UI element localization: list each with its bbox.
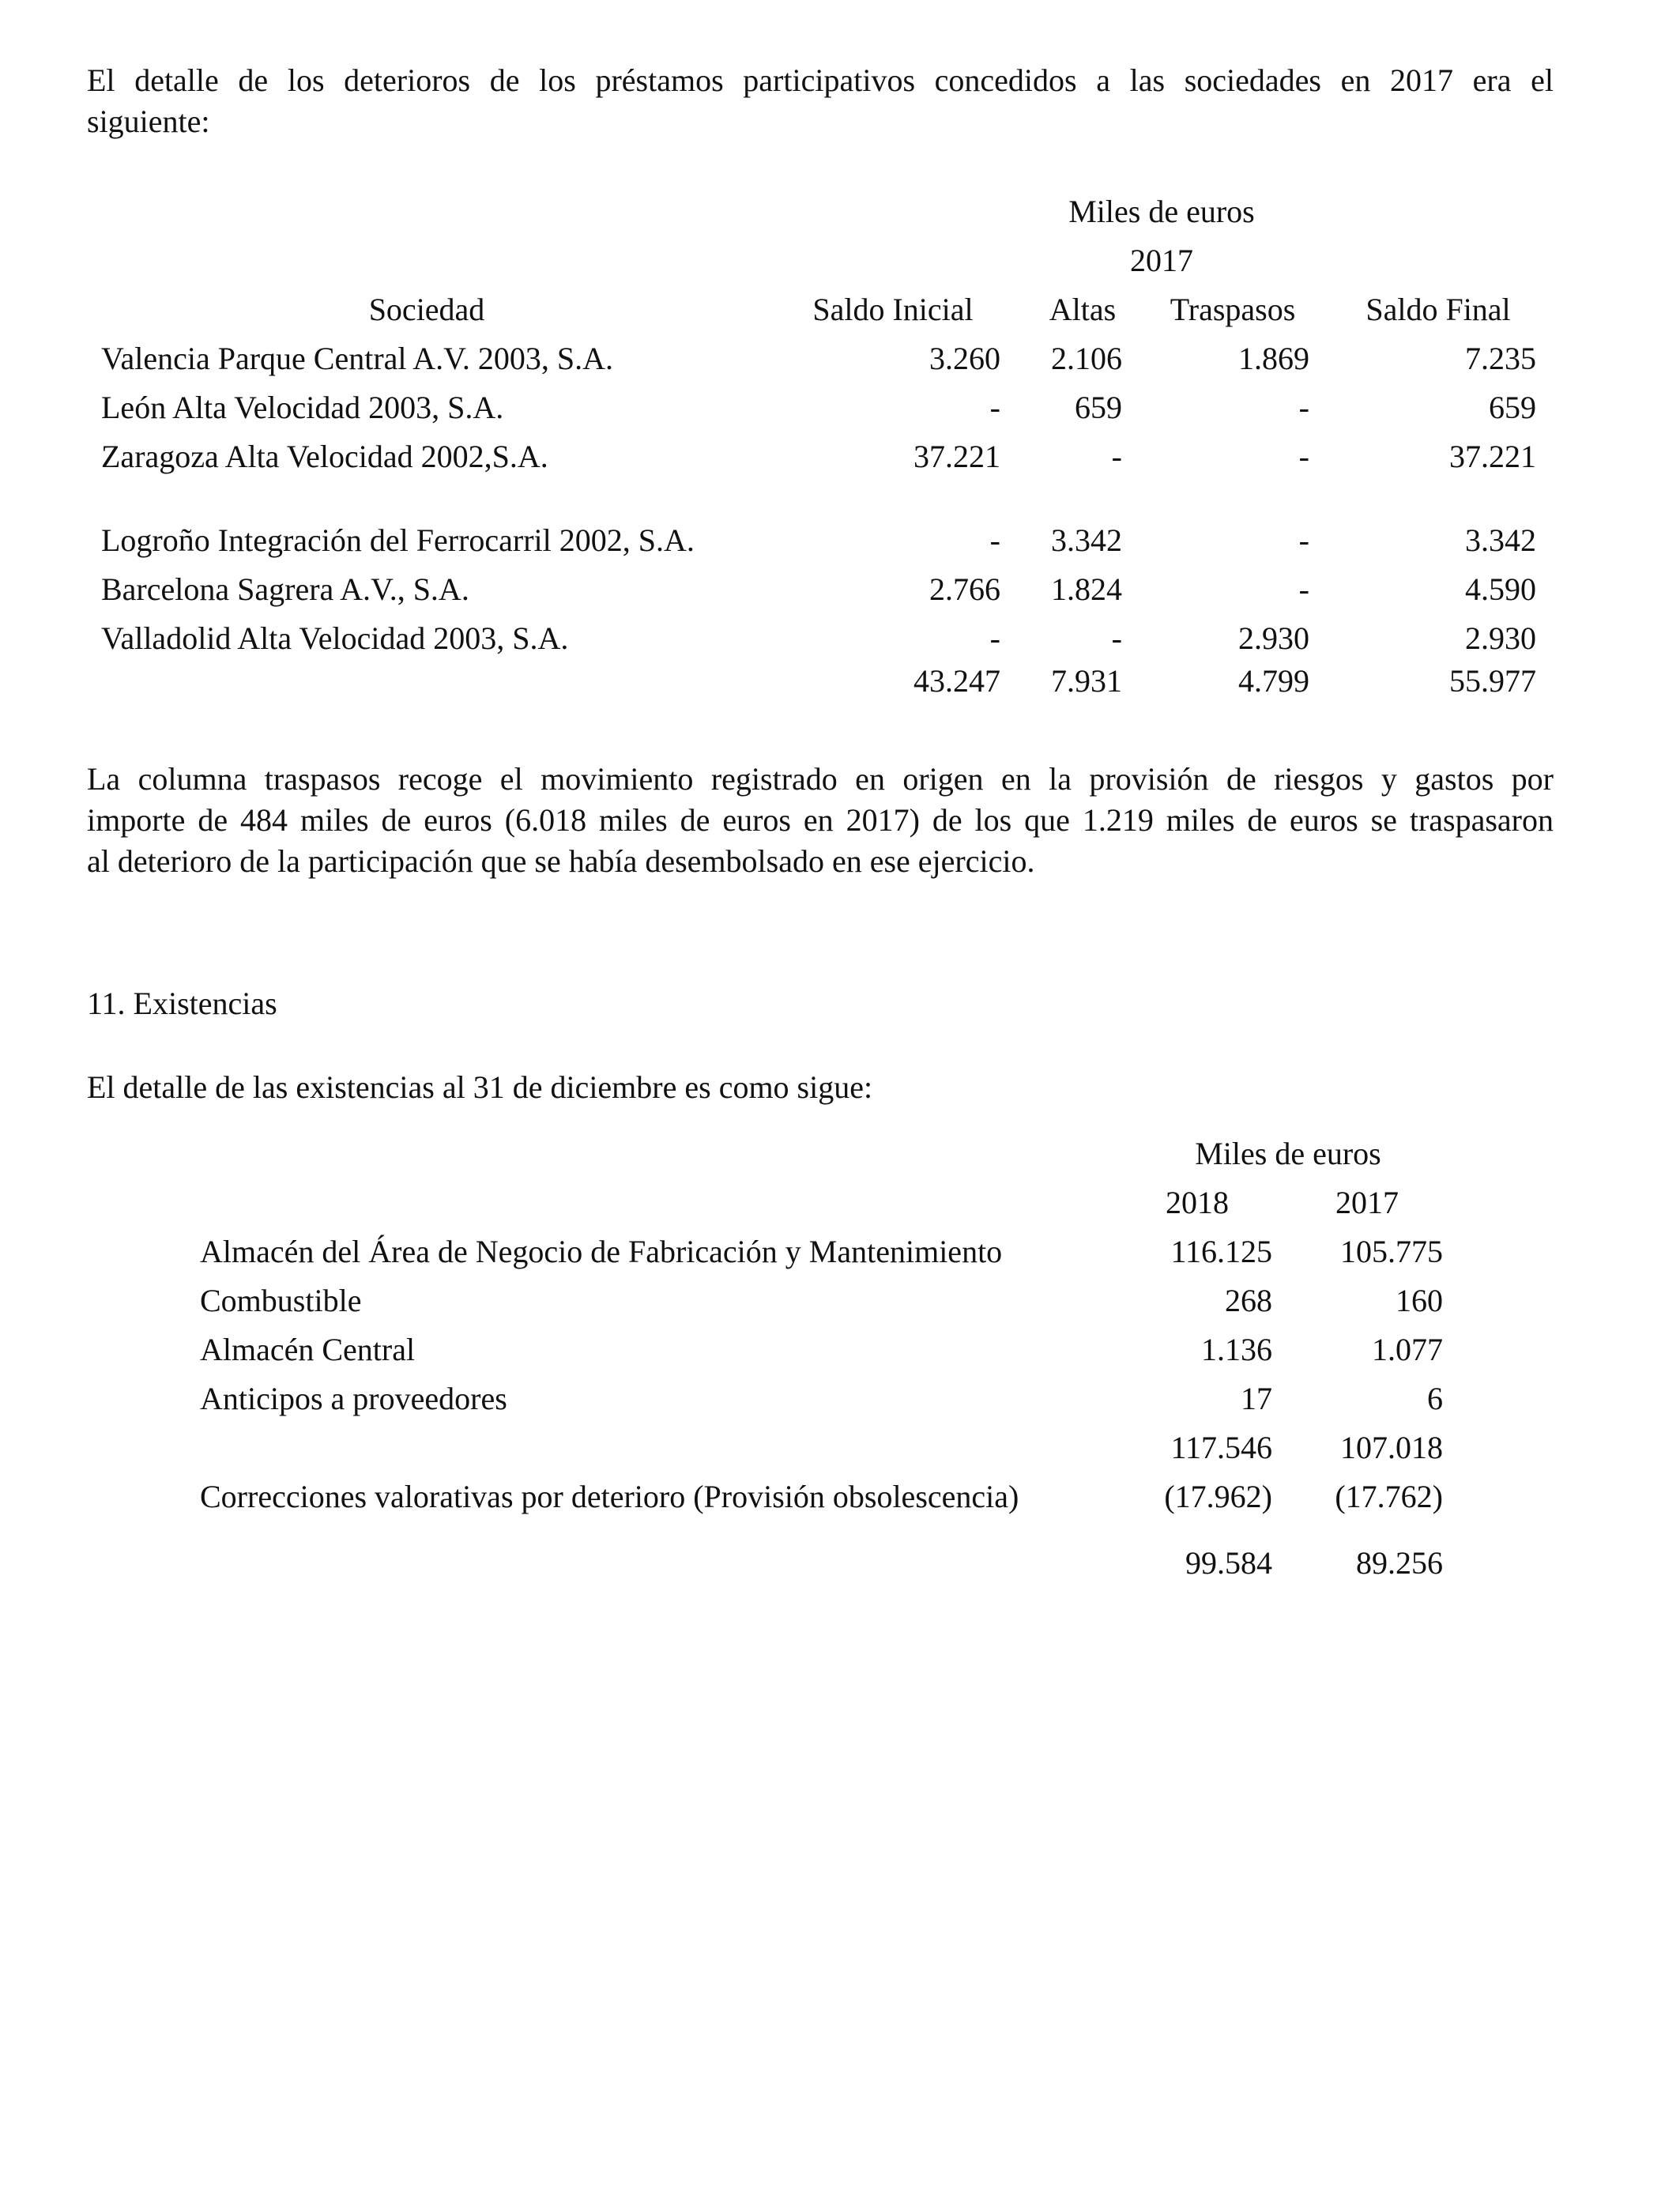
paragraph2-line-3: al deterioro de la participación que se había desembolsado en ese ejercicio. bbox=[87, 843, 1035, 879]
row-2018: 268 bbox=[1225, 1283, 1272, 1318]
total-traspasos: 4.799 bbox=[1238, 663, 1309, 699]
col-header-sociedad: Sociedad bbox=[368, 292, 485, 327]
total-altas: 7.931 bbox=[1051, 663, 1122, 699]
row-2018: 116.125 bbox=[1170, 1234, 1272, 1269]
row-concepto: Almacén Central bbox=[200, 1332, 416, 1367]
row-sociedad: Valladolid Alta Velocidad 2003, S.A. bbox=[101, 620, 569, 656]
row-sociedad: Zaragoza Alta Velocidad 2002,S.A. bbox=[101, 439, 548, 474]
paragraph2-line-2: importe de 484 miles de euros (6.018 miles de euros en 2017) de los que 1.219 miles de euros se traspasaron bbox=[87, 802, 1554, 838]
table1-year-header: 2017 bbox=[1130, 243, 1193, 278]
row-traspasos: 2.930 bbox=[1238, 620, 1309, 656]
row-saldo-final: 3.342 bbox=[1465, 522, 1536, 558]
row-saldo-final: 37.221 bbox=[1449, 439, 1536, 474]
row-sociedad: Valencia Parque Central A.V. 2003, S.A. bbox=[101, 341, 614, 376]
row-saldo-inicial: - bbox=[989, 390, 1000, 425]
table1-unit-header: Miles de euros bbox=[1068, 194, 1255, 229]
traspasos-paragraph bbox=[87, 759, 1554, 882]
row-traspasos: - bbox=[1298, 571, 1309, 607]
section-intro: El detalle de las existencias al 31 de diciembre es como sigue: bbox=[87, 1069, 873, 1105]
col-header-saldo-final: Saldo Final bbox=[1365, 292, 1511, 327]
total-2018: 99.584 bbox=[1185, 1545, 1272, 1581]
col-header-2017: 2017 bbox=[1335, 1185, 1399, 1220]
row-2018: 17 bbox=[1241, 1381, 1272, 1416]
row-saldo-final: 2.930 bbox=[1465, 620, 1536, 656]
row-altas: 659 bbox=[1075, 390, 1122, 425]
row-sociedad: Logroño Integración del Ferrocarril 2002, S.A. bbox=[101, 522, 695, 558]
table2-unit-header: Miles de euros bbox=[1195, 1136, 1381, 1171]
col-header-altas: Altas bbox=[1049, 292, 1117, 327]
row-concepto: Almacén del Área de Negocio de Fabricación y Mantenimiento bbox=[200, 1234, 1003, 1269]
subtotal-2017: 107.018 bbox=[1340, 1430, 1443, 1465]
intro-line-1: El detalle de los deterioros de los préstamos participativos concedidos a las sociedades en 2017 era el bbox=[87, 62, 1554, 98]
row-concepto: Anticipos a proveedores bbox=[200, 1381, 507, 1416]
intro-paragraph bbox=[87, 60, 1554, 142]
row-saldo-final: 659 bbox=[1489, 390, 1536, 425]
correction-2018: (17.962) bbox=[1164, 1479, 1272, 1514]
paragraph2-line-1: La columna traspasos recoge el movimiento registrado en origen en la provisión de riesgos y gastos por bbox=[87, 761, 1554, 797]
total-saldo-inicial: 43.247 bbox=[913, 663, 1000, 699]
subtotal-2018: 117.546 bbox=[1170, 1430, 1272, 1465]
row-saldo-final: 7.235 bbox=[1465, 341, 1536, 376]
total-saldo-final: 55.977 bbox=[1449, 663, 1536, 699]
col-header-saldo-inicial: Saldo Inicial bbox=[812, 292, 974, 327]
row-traspasos: - bbox=[1298, 439, 1309, 474]
row-sociedad: Barcelona Sagrera A.V., S.A. bbox=[101, 571, 469, 607]
row-altas: 3.342 bbox=[1051, 522, 1122, 558]
row-2017: 6 bbox=[1427, 1381, 1443, 1416]
row-saldo-final: 4.590 bbox=[1465, 571, 1536, 607]
row-2017: 105.775 bbox=[1340, 1234, 1443, 1269]
correction-2017: (17.762) bbox=[1335, 1479, 1443, 1514]
row-saldo-inicial: 3.260 bbox=[929, 341, 1000, 376]
col-header-2018: 2018 bbox=[1166, 1185, 1229, 1220]
row-saldo-inicial: 2.766 bbox=[929, 571, 1000, 607]
row-altas: 2.106 bbox=[1051, 341, 1122, 376]
row-saldo-inicial: - bbox=[989, 620, 1000, 656]
row-traspasos: - bbox=[1298, 390, 1309, 425]
row-2017: 1.077 bbox=[1372, 1332, 1443, 1367]
row-2017: 160 bbox=[1396, 1283, 1443, 1318]
row-2018: 1.136 bbox=[1201, 1332, 1272, 1367]
row-saldo-inicial: 37.221 bbox=[913, 439, 1000, 474]
row-altas: - bbox=[1111, 620, 1122, 656]
intro-line-2: siguiente: bbox=[87, 104, 210, 139]
row-altas: 1.824 bbox=[1051, 571, 1122, 607]
row-saldo-inicial: - bbox=[989, 522, 1000, 558]
row-altas: - bbox=[1111, 439, 1122, 474]
row-concepto: Combustible bbox=[200, 1283, 362, 1318]
total-2017: 89.256 bbox=[1356, 1545, 1443, 1581]
col-header-traspasos: Traspasos bbox=[1170, 292, 1296, 327]
section-heading: 11. Existencias bbox=[87, 986, 277, 1021]
row-sociedad: León Alta Velocidad 2003, S.A. bbox=[101, 390, 504, 425]
correction-concepto: Correcciones valorativas por deterioro (Provisión obsolescencia) bbox=[200, 1479, 1019, 1514]
row-traspasos: - bbox=[1298, 522, 1309, 558]
row-traspasos: 1.869 bbox=[1238, 341, 1309, 376]
